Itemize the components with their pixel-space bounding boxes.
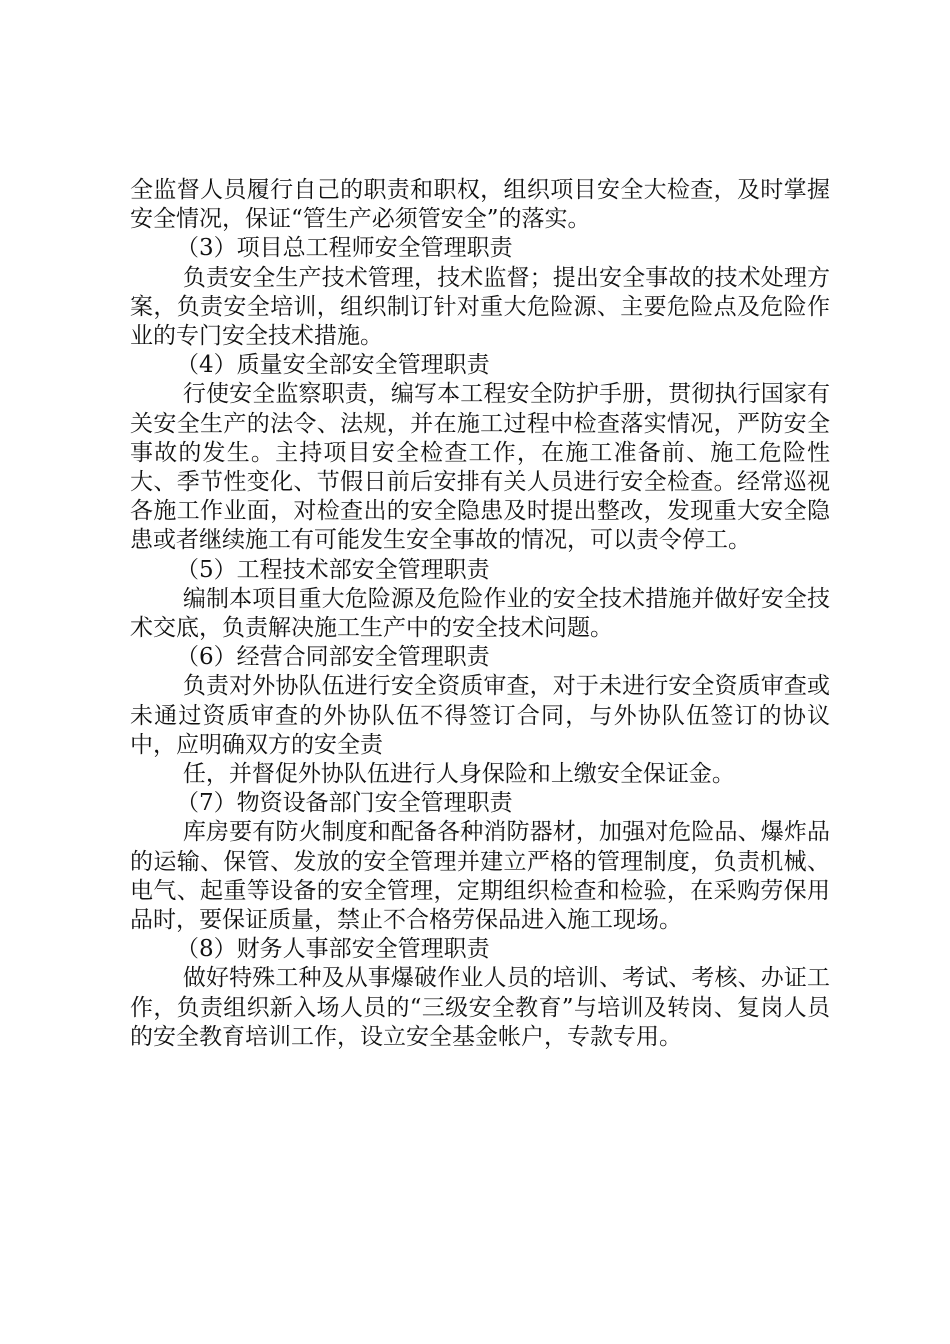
paragraph-finance-hr: 做好特殊工种及从事爆破作业人员的培训、考试、考核、办证工作，负责组织新入场人员的“三级安全教育”与培训及转岗、复岗人员的安全教育培训工作，设立安全基金帐户，专款专用。 xyxy=(130,965,830,1050)
paragraph-contract-b: 任，并督促外协队伍进行人身保险和上缴安全保证金。 xyxy=(182,761,735,788)
document-body xyxy=(130,176,830,1052)
section-heading-4: （4）质量安全部安全管理职责 xyxy=(176,352,490,379)
paragraph-contract-a: 负责对外协队伍进行安全资质审查，对于未进行安全资质审查或未通过资质审查的外协队伍不得签订合同，与外协队伍签订的协议中，应明确双方的安全责 xyxy=(130,673,830,758)
paragraph-chief-engineer: 负责安全生产技术管理，技术监督；提出安全事故的技术处理方案，负责安全培训，组织制订针对重大危险源、主要危险点及危险作业的专门安全技术措施。 xyxy=(130,264,830,350)
section-heading-5: （5）工程技术部安全管理职责 xyxy=(176,556,490,583)
section-heading-3: （3）项目总工程师安全管理职责 xyxy=(176,235,513,262)
section-heading-6: （6）经营合同部安全管理职责 xyxy=(176,644,490,671)
paragraph-continued: 全监督人员履行自己的职责和职权，组织项目安全大检查，及时掌握安全情况，保证“管生产必须管安全”的落实。 xyxy=(130,177,830,233)
paragraph-materials-equipment: 库房要有防火制度和配备各种消防器材，加强对危险品、爆炸品的运输、保管、发放的安全管理并建立严格的管理制度，负责机械、电气、起重等设备的安全管理，定期组织检查和检验，在采购劳保用品时，要保证质量，禁止不合格劳保品进入施工现场。 xyxy=(130,819,830,934)
section-heading-7: （7）物资设备部门安全管理职责 xyxy=(176,790,513,817)
paragraph-engineering-tech: 编制本项目重大危险源及危险作业的安全技术措施并做好安全技术交底，负责解决施工生产中的安全技术问题。 xyxy=(130,585,830,642)
section-heading-8: （8）财务人事部安全管理职责 xyxy=(176,936,490,963)
paragraph-quality-safety: 行使安全监察职责，编写本工程安全防护手册，贯彻执行国家有关安全生产的法令、法规，并在施工过程中检查落实情况，严防安全事故的发生。主持项目安全检查工作，在施工准备前、施工危险性大、季节性变化、节假日前后安排有关人员进行安全检查。经常巡视各施工作业面，对检查出的安全隐患及时提出整改，发现重大安全隐患或者继续施工有可能发生安全事故的情况，可以责令停工。 xyxy=(130,381,830,554)
